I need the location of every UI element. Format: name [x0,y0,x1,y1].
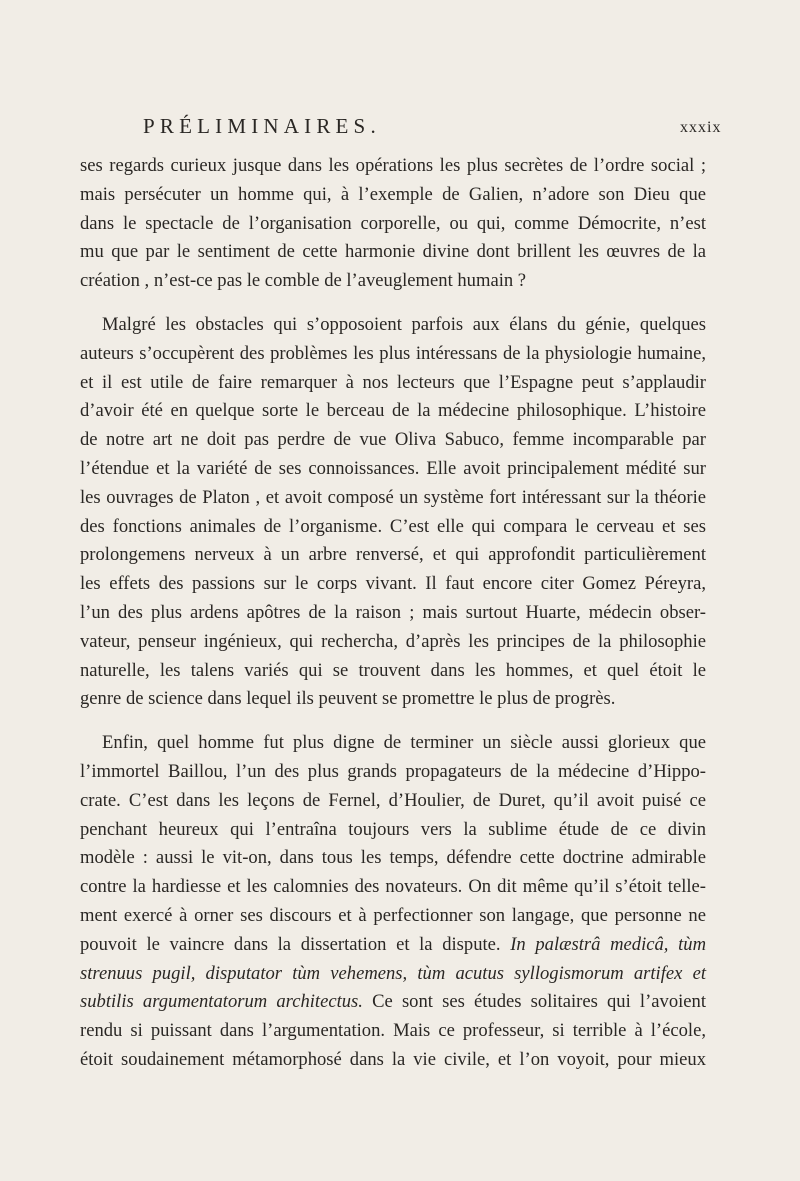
page-number: xxxix [680,119,722,136]
latin-quote: In palæstrâ medicâ, tùm [510,933,707,955]
text-line: mu que par le sentiment de cette harmonie divine dont brillent les œuvres de la [80,241,706,263]
paragraph-3 [80,729,706,1075]
text-line: crate. C’est dans les leçons de Fernel, d’Houlier, de Duret, qu’il avoit puisé ce [80,789,706,811]
text-line-with-quote [80,988,706,1017]
text-line: genre de science dans lequel ils peuvent se promettre le plus de progrès. [80,688,616,710]
text-line: modèle : aussi le vit-on, dans tous les temps, défendre cette doctrine admirable [80,847,706,869]
text-line: des fonctions animales de l’organisme. C’est elle qui compara le cerveau et ses [80,515,706,537]
paragraph-1 [80,152,706,296]
text-line: prolongemens nerveux à un arbre renversé, et qui approfondit particulièrement [80,544,706,566]
latin-quote: subtilis argumentatorum architectus. [80,991,363,1013]
running-head [0,111,800,141]
text-line: mais persécuter un homme qui, à l’exemple de Galien, n’adore son Dieu que [80,183,706,205]
text-line: étoit soudainement métamorphosé dans la vie civile, et l’on voyoit, pour mieux [80,1048,706,1070]
text-line: ment exercé à orner ses discours et à perfectionner son langage, que personne ne [80,904,706,926]
text-line-italic [80,960,706,989]
running-head-title: PRÉLIMINAIRES. [143,114,381,138]
text-span: Ce sont ses études solitaires qui l’avoient [372,991,706,1013]
text-line: contre la hardiesse et les calomnies des novateurs. On dit même qu’il s’étoit telle- [80,876,706,898]
text-line: les ouvrages de Platon , et avoit composé un système fort intéressant sur la théorie [80,486,706,508]
text-line: Enfin, quel homme fut plus digne de terminer un siècle aussi glorieux que [102,732,706,754]
text-line: création , n’est-ce pas le comble de l’aveuglement humain ? [80,270,527,292]
text-line: les effets des passions sur le corps vivant. Il faut encore citer Gomez Péreyra, [80,573,706,595]
text-line-with-quote [80,931,706,960]
text-line: naturelle, les talens variés qui se trouvent dans les hommes, et quel étoit le [80,659,706,681]
text-line: l’immortel Baillou, l’un des plus grands propagateurs de la médecine d’Hippo- [80,760,706,782]
text-line: d’avoir été en quelque sorte le berceau de la médecine philosophique. L’histoire [80,400,706,422]
text-line: rendu si puissant dans l’argumentation. Mais ce professeur, si terrible à l’école, [80,1020,706,1042]
latin-quote: strenuus pugil, disputator tùm vehemens, tùm acutus syllogismorum artifex et [80,962,706,984]
text-line: de notre art ne doit pas perdre de vue Oliva Sabuco, femme incomparable par [80,429,706,451]
text-line: l’étendue et la variété de ses connoissances. Elle avoit principalement médité sur [80,457,706,479]
body-text [80,152,706,1075]
text-line: vateur, penseur ingénieux, qui rechercha, d’après les principes de la philosophie [80,630,706,652]
text-line: dans le spectacle de l’organisation corporelle, ou qui, comme Démocrite, n’est [80,212,706,234]
text-line: penchant heureux qui l’entraîna toujours vers la sublime étude de ce divin [80,818,706,840]
text-line: l’un des plus ardens apôtres de la raison ; mais surtout Huarte, médecin obser- [80,601,706,623]
text-line: Malgré les obstacles qui s’opposoient parfois aux élans du génie, quelques [102,313,706,335]
text-line: auteurs s’occupèrent des problèmes les plus intéressans de la physiologie humaine, [80,342,706,364]
text-span: pouvoit le vaincre dans la dissertation et la dispute. [80,933,501,955]
text-line: ses regards curieux jusque dans les opérations les plus secrètes de l’ordre social ; [80,155,706,176]
paragraph-2 [80,311,706,714]
text-line: et il est utile de faire remarquer à nos lecteurs que l’Espagne peut s’applaudir [80,371,706,393]
